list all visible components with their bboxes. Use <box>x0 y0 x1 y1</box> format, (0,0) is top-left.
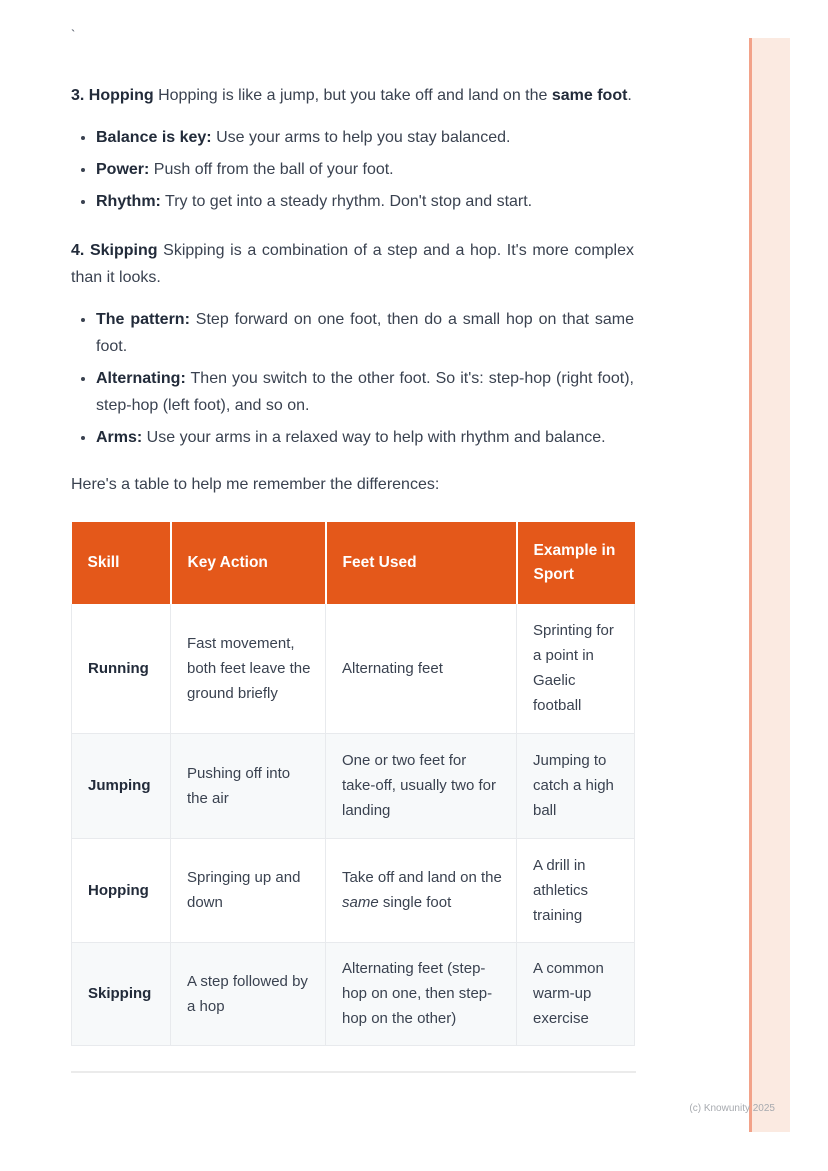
cell-key-action: Pushing off into the air <box>171 733 326 838</box>
cell-skill: Skipping <box>72 942 171 1045</box>
header-cell-skill: Skill <box>72 522 171 604</box>
cell-feet-used: Alternating feet <box>326 604 517 733</box>
cell-key-action: Fast movement, both feet leave the ground briefly <box>171 604 326 733</box>
feet-used-italic: same <box>342 894 379 911</box>
bullet-item <box>96 306 634 360</box>
cell-key-action: Springing up and down <box>171 838 326 942</box>
table-row-hopping <box>72 838 635 942</box>
stray-backtick: ` <box>71 27 76 42</box>
bullet-label: Arms: <box>96 429 143 446</box>
skills-comparison-table <box>71 522 635 1046</box>
footer-credit: (c) Knowunity 2025 <box>689 1103 775 1114</box>
table-lead-paragraph: Here's a table to help me remember the differences: <box>71 476 440 493</box>
table-row-running <box>72 604 635 733</box>
bullet-item <box>96 124 634 151</box>
bullet-label: Rhythm: <box>96 193 161 210</box>
bullet-label: Balance is key: <box>96 129 212 146</box>
bullet-item <box>96 188 634 215</box>
bullet-text: Use your arms to help you stay balanced. <box>211 129 511 146</box>
feet-used-text: Take off and land on the <box>342 869 502 886</box>
cell-feet-used: Alternating feet (step-hop on one, then step-hop on the other) <box>326 942 517 1045</box>
bullet-text: Then you switch to the other foot. So it's: step-hop (right foot), step-hop (left foot), and so on. <box>96 370 634 414</box>
bullet-label: The pattern: <box>96 311 190 328</box>
header-cell-example: Example in Sport <box>517 522 635 604</box>
hopping-intro-bold: same foot <box>551 87 628 104</box>
bullet-item <box>96 424 634 451</box>
bullet-text: Use your arms in a relaxed way to help with rhythm and balance. <box>142 429 606 446</box>
hopping-bullet-list <box>71 124 634 215</box>
bullet-text: Try to get into a steady rhythm. Don't stop and start. <box>160 193 533 210</box>
header-cell-feet-used: Feet Used <box>326 522 517 604</box>
bullet-label: Alternating: <box>96 370 186 387</box>
skipping-bullet-list <box>71 306 634 451</box>
cell-skill: Hopping <box>72 838 171 942</box>
cell-key-action: A step followed by a hop <box>171 942 326 1045</box>
cell-skill: Jumping <box>72 733 171 838</box>
cell-example: Sprinting for a point in Gaelic football <box>517 604 635 733</box>
cell-example: Jumping to catch a high ball <box>517 733 635 838</box>
bullet-label: Power: <box>96 161 150 178</box>
table-row-skipping <box>72 942 635 1045</box>
cell-skill: Running <box>72 604 171 733</box>
bullet-item <box>96 365 634 419</box>
cell-example: A common warm-up exercise <box>517 942 635 1045</box>
cell-feet-used: One or two feet for take-off, usually two for landing <box>326 733 517 838</box>
bullet-item <box>96 156 634 183</box>
cell-example: A drill in athletics training <box>517 838 635 942</box>
table-row-jumping <box>72 733 635 838</box>
header-cell-key-action: Key Action <box>171 522 326 604</box>
footer-divider <box>71 1071 636 1073</box>
feet-used-text: single foot <box>378 894 452 911</box>
bullet-text: Step forward on one foot, then do a small hop on that same foot. <box>96 311 634 355</box>
skipping-heading-label: 4. Skipping <box>71 242 158 259</box>
hopping-heading-label: 3. Hopping <box>71 87 154 104</box>
hopping-intro-period: . <box>627 87 632 104</box>
cell-feet-used <box>326 838 517 942</box>
table-header-row <box>72 522 635 604</box>
document-content <box>71 0 634 1073</box>
hopping-heading-paragraph <box>71 82 634 109</box>
skipping-heading-paragraph <box>71 237 634 291</box>
hopping-intro-text: Hopping is like a jump, but you take off and land on the <box>153 87 552 104</box>
skipping-intro-text: Skipping is a combination of a step and a hop. It's more complex than it looks. <box>71 242 634 286</box>
right-margin-stripe <box>749 38 790 1132</box>
bullet-text: Push off from the ball of your foot. <box>149 161 394 178</box>
